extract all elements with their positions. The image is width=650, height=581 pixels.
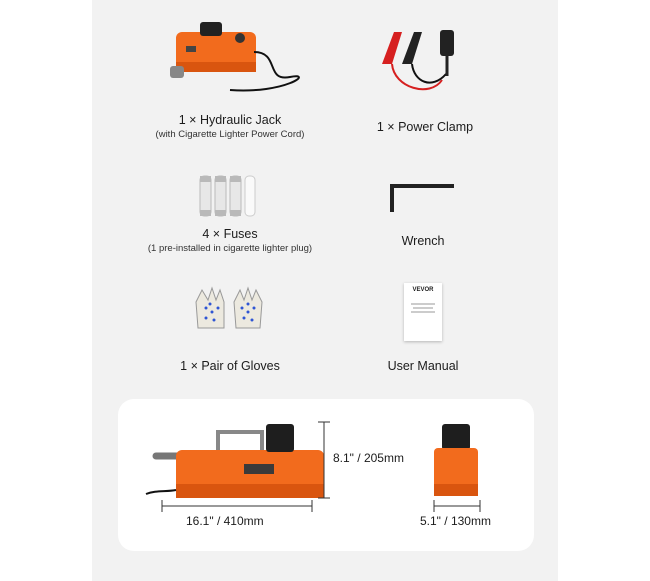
jack-front-view xyxy=(430,420,482,500)
width-dimension: 5.1" / 130mm xyxy=(420,514,491,528)
hydraulic-jack-icon xyxy=(170,22,310,102)
length-dimension: 16.1" / 410mm xyxy=(186,514,264,528)
wrench-label: Wrench xyxy=(401,234,445,248)
jack-sublabel: (with Cigarette Lighter Power Cord) xyxy=(155,129,305,140)
manual-brand: VEVOR xyxy=(412,287,434,293)
length-dimension-line xyxy=(160,500,314,512)
jack-label: 1 × Hydraulic Jack xyxy=(178,113,282,127)
fuses-sublabel: (1 pre-installed in cigarette lighter plug) xyxy=(147,243,313,254)
gloves-label: 1 × Pair of Gloves xyxy=(180,359,280,373)
width-dimension-line xyxy=(432,500,482,512)
gloves-icon xyxy=(192,288,268,334)
fuses-label: 4 × Fuses xyxy=(202,227,258,241)
height-dimension-line xyxy=(318,420,330,500)
fuses-icon xyxy=(198,174,258,218)
wrench-icon xyxy=(386,180,458,214)
clamp-label: 1 × Power Clamp xyxy=(376,120,474,134)
manual-label: User Manual xyxy=(387,359,459,373)
power-clamp-icon xyxy=(372,24,472,104)
manual-icon xyxy=(404,283,442,341)
height-dimension: 8.1" / 205mm xyxy=(333,451,404,465)
